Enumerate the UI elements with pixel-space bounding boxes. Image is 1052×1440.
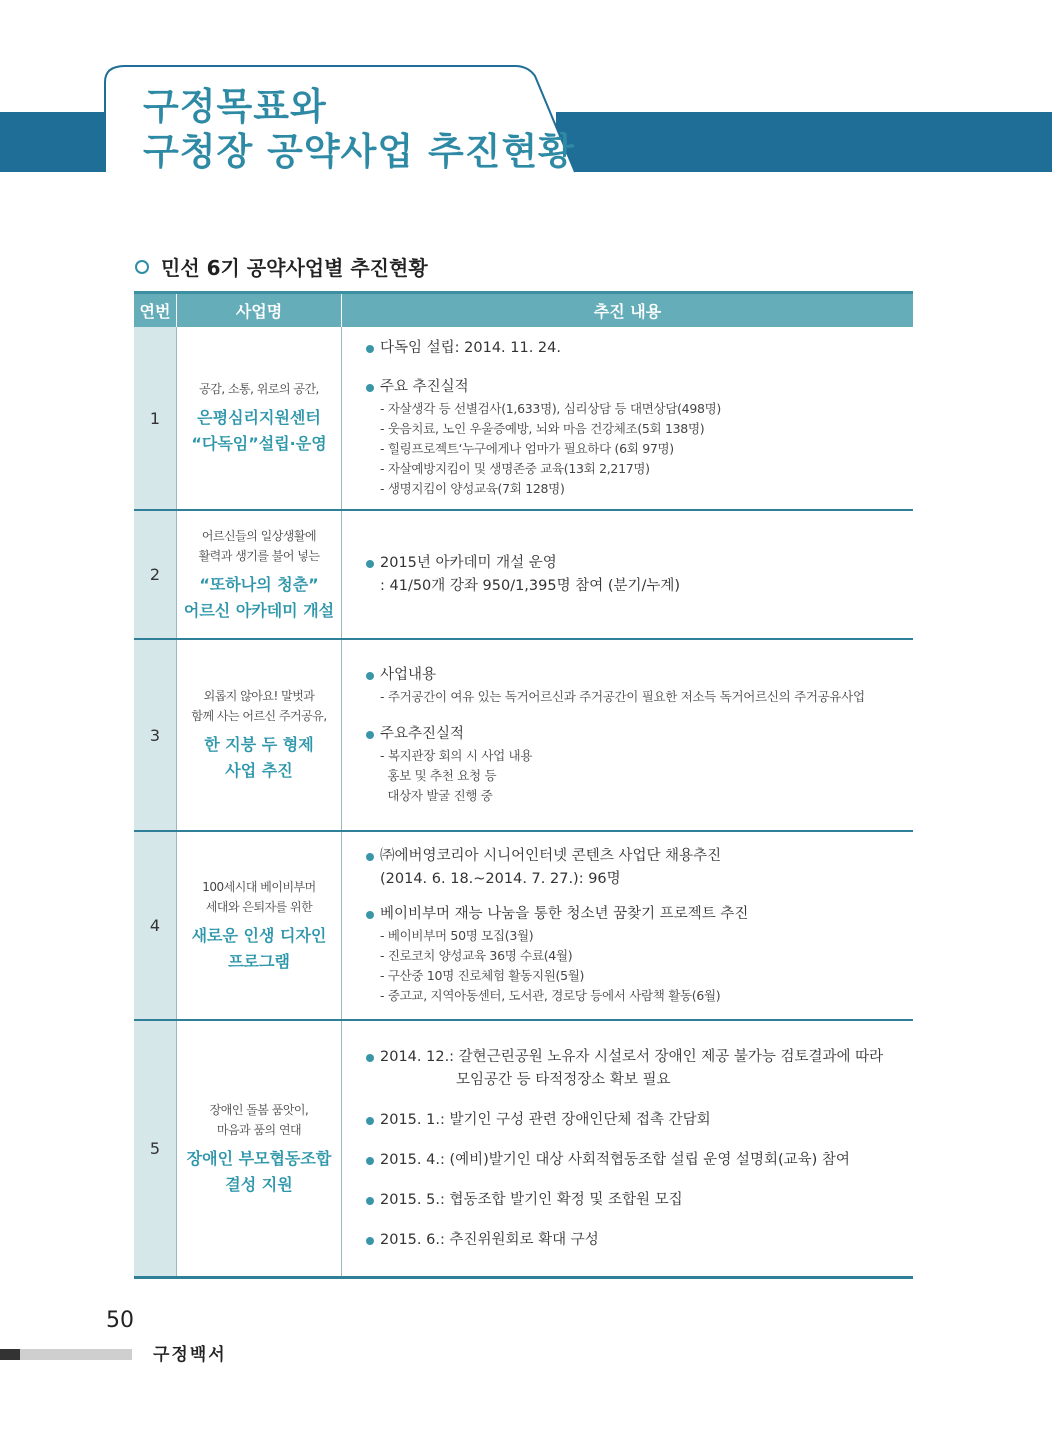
list-item: - 중고교, 지역아동센터, 도서관, 경로당 등에서 사람책 활동(6월)	[380, 988, 721, 1003]
row-number: 2	[134, 511, 176, 638]
chapter-title	[143, 84, 575, 174]
project-subtitle: 장애인 돌봄 품앗이,	[209, 1102, 309, 1117]
table-row	[134, 832, 913, 1021]
footer-bar-gray	[20, 1349, 132, 1360]
content-cell	[342, 640, 913, 830]
project-name	[191, 405, 326, 457]
header-content: 추진 내용	[593, 302, 662, 321]
bullet-item: 2015. 6.: 추진위원회로 확대 구성	[366, 1229, 913, 1252]
table-row	[134, 1021, 913, 1279]
project-name-line: 어르신 아카데미 개설	[183, 600, 335, 620]
project-name-line: “또하나의 청춘”	[199, 574, 319, 594]
content-cell	[342, 511, 913, 638]
bullet-continuation: (2014. 6. 18.~2014. 7. 27.): 96명	[380, 871, 621, 887]
table-row	[134, 511, 913, 640]
project-name-line: “다독임”설립·운영	[191, 434, 327, 453]
footer-bar-dark	[0, 1349, 20, 1360]
bullet-item: 베이비부머 재능 나눔을 통한 청소년 꿈찾기 프로젝트 추진	[366, 903, 913, 926]
list-item: - 주거공간이 여유 있는 독거어르신과 주거공간이 필요한 저소득 독거어르신의 주거공유사업	[380, 689, 865, 704]
row-number: 3	[134, 640, 176, 830]
list-item: 홍보 및 추천 요청 등	[380, 768, 497, 783]
bullet-continuation: : 41/50개 강좌 950/1,395명 참여 (분기/누계)	[380, 577, 681, 594]
bullet-item: 주요 추진실적	[366, 376, 913, 399]
header-band-right	[556, 112, 1052, 172]
project-name-line: 결성 지원	[225, 1174, 293, 1194]
project-name-cell	[176, 640, 342, 830]
project-subtitle: 세대와 은퇴자를 위한	[205, 899, 313, 914]
project-name	[187, 1146, 332, 1198]
section-heading	[135, 252, 428, 281]
project-name-line: 새로운 인생 디자인	[191, 925, 327, 945]
content-cell	[342, 327, 913, 509]
bullet-item: 2015. 1.: 발기인 구성 관련 장애인단체 접촉 간담회	[366, 1109, 913, 1132]
project-subtitle: 함께 사는 어르신 주거공유,	[191, 709, 327, 723]
table-row	[134, 640, 913, 832]
project-name-cell	[176, 511, 342, 638]
list-item: - 생명지킴이 양성교육(7회 128명)	[380, 481, 565, 496]
project-name-cell	[176, 327, 342, 509]
row-number: 1	[134, 327, 176, 509]
project-name-line: 은평심리지원센터	[197, 408, 321, 427]
project-subtitle: 공감, 소통, 위로의 공간,	[199, 382, 319, 396]
chapter-title-line1: 구정목표와	[143, 85, 327, 128]
list-item: - 자살예방지킴이 및 생명존중 교육(13회 2,217명)	[380, 461, 650, 476]
table-row	[134, 327, 913, 511]
list-item: - 웃음치료, 노인 우울증예방, 뇌와 마음 건강체조(5회 138명)	[380, 421, 705, 436]
chapter-title-line2: 구청장 공약사업 추진현황	[143, 130, 575, 173]
project-name	[192, 923, 327, 975]
project-subtitle: 외롭지 않아요! 말벗과	[203, 689, 315, 703]
bullet-item: 2015년 아카데미 개설 운영	[366, 552, 913, 575]
project-name-cell	[176, 1021, 342, 1276]
book-title: 구정백서	[153, 1345, 227, 1365]
list-item: - 복지관장 회의 시 사업 내용	[380, 748, 533, 763]
list-item: - 구산중 10명 진로체험 활동지원(5월)	[380, 968, 585, 983]
list-item: 대상자 발굴 진행 중	[380, 788, 493, 803]
section-title: 민선 6기 공약사업별 추진현황	[161, 256, 428, 280]
list-item: - 진로코치 양성교육 36명 수료(4월)	[380, 948, 573, 963]
bullet-item: 2015. 5.: 협동조합 발기인 확정 및 조합원 모집	[366, 1189, 913, 1212]
header-project-name: 사업명	[176, 294, 342, 327]
header-no: 연번	[139, 302, 171, 321]
bullet-item: 2014. 12.: 갈현근린공원 노유자 시설로서 장애인 제공 불가능 검토결과에 따라	[366, 1046, 913, 1069]
list-item: - 자살생각 등 선별검사(1,633명), 심리상담 등 대면상담(498명)	[380, 401, 721, 416]
project-subtitle: 어르신들의 일상생활에	[201, 528, 317, 543]
project-subtitle: 활력과 생기를 불어 넣는	[198, 548, 320, 563]
content-cell	[342, 832, 913, 1019]
table-header	[134, 291, 913, 327]
project-name-line: 장애인 부모협동조합	[186, 1148, 332, 1168]
bullet-item: 사업내용	[366, 664, 913, 687]
project-name-line: 프로그램	[228, 951, 290, 971]
project-name	[204, 732, 313, 784]
page-number: 50	[106, 1308, 134, 1333]
pledge-progress-table	[134, 291, 913, 1279]
list-item: - 베이비부머 50명 모집(3월)	[380, 928, 534, 943]
project-name-line: 사업 추진	[225, 761, 293, 780]
project-name-cell	[176, 832, 342, 1019]
row-number: 4	[134, 832, 176, 1019]
bullet-item: 다독임 설립: 2014. 11. 24.	[366, 337, 913, 360]
bullet-item: 주요추진실적	[366, 723, 913, 746]
list-item: - 힐링프로젝트‘누구에게나 엄마가 필요하다 (6회 97명)	[380, 441, 674, 456]
bullet-item: 2015. 4.: (예비)발기인 대상 사회적협동조합 설립 운영 설명회(교육) 참여	[366, 1149, 913, 1172]
bullet-continuation: 모임공간 등 타적정장소 확보 필요	[456, 1071, 671, 1088]
project-name-line: 한 지붕 두 형제	[204, 735, 314, 754]
circle-bullet-icon	[135, 260, 149, 274]
project-name	[184, 572, 334, 624]
content-cell	[342, 1021, 913, 1276]
row-number: 5	[134, 1021, 176, 1276]
project-subtitle: 100세시대 베이비부머	[202, 879, 316, 894]
bullet-item: ㈜에버영코리아 시니어인터넷 콘텐츠 사업단 채용추진	[366, 845, 913, 868]
project-subtitle: 마음과 품의 연대	[216, 1122, 302, 1137]
